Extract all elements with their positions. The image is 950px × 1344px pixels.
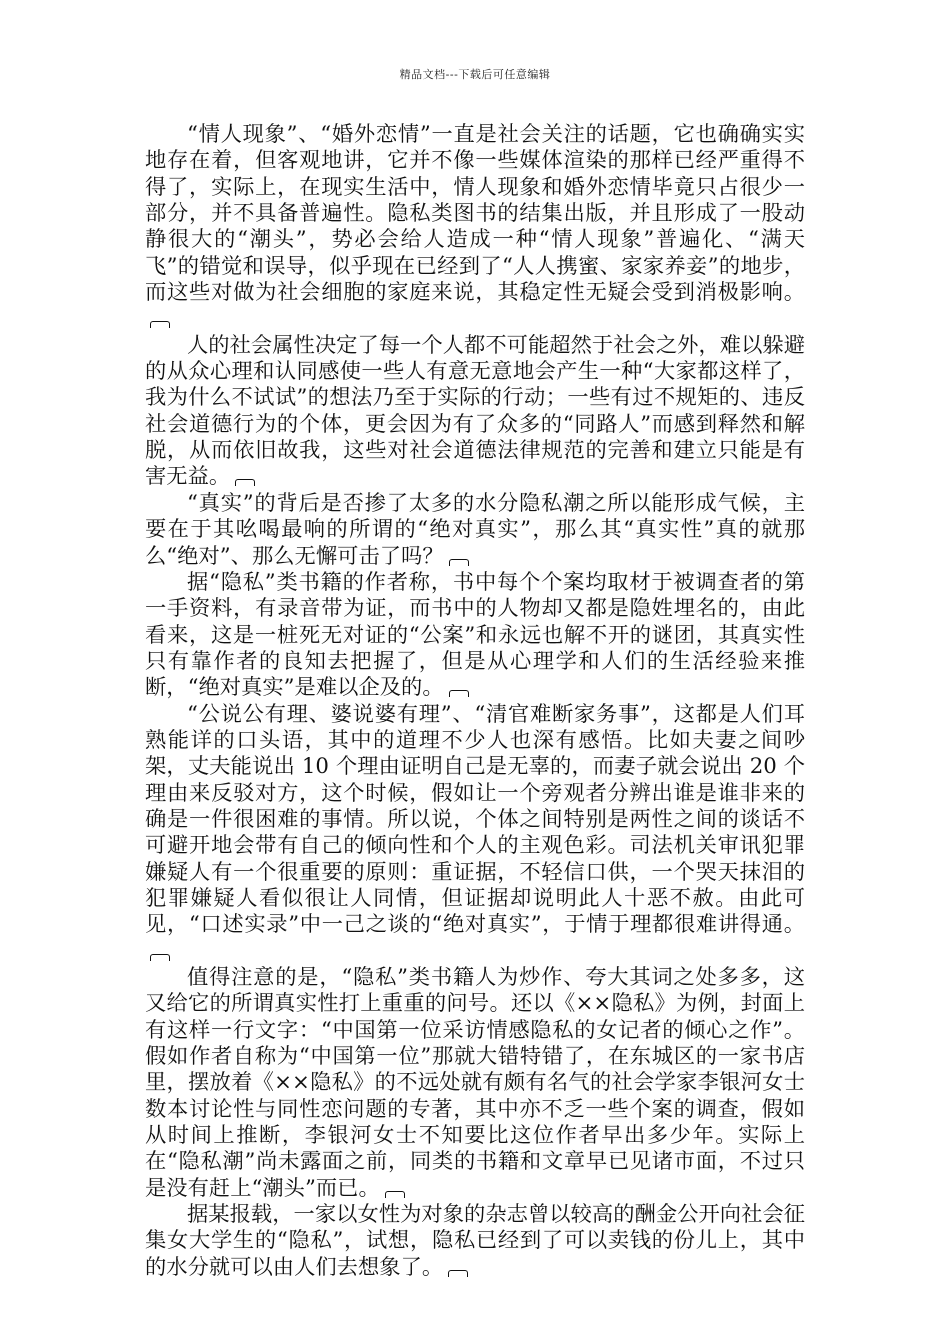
paragraph-3 <box>145 491 805 570</box>
paragraph-4 <box>145 570 805 702</box>
paragraph-end-mark-icon <box>448 1270 468 1277</box>
paragraph-text: “真实”的背后是否掺了太多的水分隐私潮之所以能形成气候，主要在于其吆喝最响的所谓的“绝对真实”，那么其“真实性”真的就那么“绝对”、那么无懈可击了吗？ <box>145 490 805 569</box>
paragraph-end-mark-icon <box>449 690 469 697</box>
paragraph-text: “公说公有理、婆说婆有理”、“清官难断家务事”，这都是人们耳熟能详的口头语，其中的道理不少人也深有感悟。比如夫妻之间吵架，丈夫能说出 10 个理由证明自己是无辜的，而妻子就会说出 20 个理由来反驳对方，这个时候，假如让一个旁观者分辨出谁是谁非来的确是一件很困难的事情。所以说，个体之间特别是两性之间的谈话不可避开地会带有自己的倾向性和个人的主观色彩。司法机关审讯犯罪嫌疑人有一个很重要的原则：重证据，不轻信口供，一个哭天抹泪的犯罪嫌疑人看似很让人同情，但证据却说明此人十恶不赦。由此可见，“口述实录”中一己之谈的“绝对真实”，于情于理都很难讲得通。 <box>145 701 805 938</box>
paragraph-2 <box>145 333 805 491</box>
paragraph-end-mark-icon <box>235 479 255 486</box>
paragraph-5 <box>145 702 805 965</box>
paragraph-text: “情人现象”、“婚外恋情”一直是社会关注的话题，它也确确实实地存在着，但客观地讲，它并不像一些媒体渲染的那样已经严重得不得了，实际上，在现实生活中，情人现象和婚外恋情毕竟只占很少一部分，并不具备普遍性。隐私类图书的结集出版，并且形成了一股动静很大的“潮头”，势必会给人造成一种“情人现象”普遍化、“满天飞”的错觉和误导，似乎现在已经到了“人人携蜜、家家养妾”的地步，而这些对做为社会细胞的家庭来说，其稳定性无疑会受到消极影响。 <box>145 122 805 306</box>
paragraph-1 <box>145 122 805 333</box>
paragraph-end-mark-icon <box>385 1191 405 1198</box>
paragraph-end-mark-icon <box>449 559 469 566</box>
page-header: 精品文档---下载后可任意编辑 <box>399 68 551 81</box>
paragraph-text: 据某报载，一家以女性为对象的杂志曾以较高的酬金公开向社会征集女大学生的“隐私”，试想，隐私已经到了可以卖钱的份儿上，其中的水分就可以由人们去想象了。 <box>145 1202 805 1280</box>
paragraph-6 <box>145 965 805 1202</box>
paragraph-end-mark-icon <box>150 954 170 961</box>
paragraph-7 <box>145 1202 805 1281</box>
paragraph-text: 值得注意的是，“隐私”类书籍人为炒作、夸大其词之处多多，这又给它的所谓真实性打上重重的问号。还以《××隐私》为例，封面上有这样一行文字：“中国第一位采访情感隐私的女记者的倾心之作”。假如作者自称为“中国第一位”那就大错特错了，在东城区的一家书店里，摆放着《××隐私》的不远处就有颇有名气的社会学家李银河女士数本讨论性与同性恋问题的专著，其中亦不乏一些个案的调查，假如从时间上推断，李银河女士不知要比这位作者早出多少年。实际上在“隐私潮”尚未露面之前，同类的书籍和文章早已见诸市面，不过只是没有赶上“潮头”而已。 <box>145 965 805 1201</box>
paragraph-text: 人的社会属性决定了每一个人都不可能超然于社会之外，难以躲避的从众心理和认同感使一些人有意无意地会产生一种“大家都这样了，我为什么不试试”的想法乃至于实际的行动；一些有过不规矩的、违反社会道德行为的个体，更会因为有了众多的“同路人”而感到释然和解脱，从而依旧故我，这些对社会道德法律规范的完善和建立只能是有害无益。 <box>145 332 805 490</box>
document-body <box>145 122 805 1281</box>
paragraph-end-mark-icon <box>150 321 170 328</box>
paragraph-text: 据“隐私”类书籍的作者称，书中每个个案均取材于被调查者的第一手资料，有录音带为证，而书中的人物却又都是隐姓埋名的，由此看来，这是一桩死无对证的“公案”和永远也解不开的谜团，其真实性只有靠作者的良知去把握了，但是从心理学和人们的生活经验来推断，“绝对真实”是难以企及的。 <box>145 569 805 701</box>
